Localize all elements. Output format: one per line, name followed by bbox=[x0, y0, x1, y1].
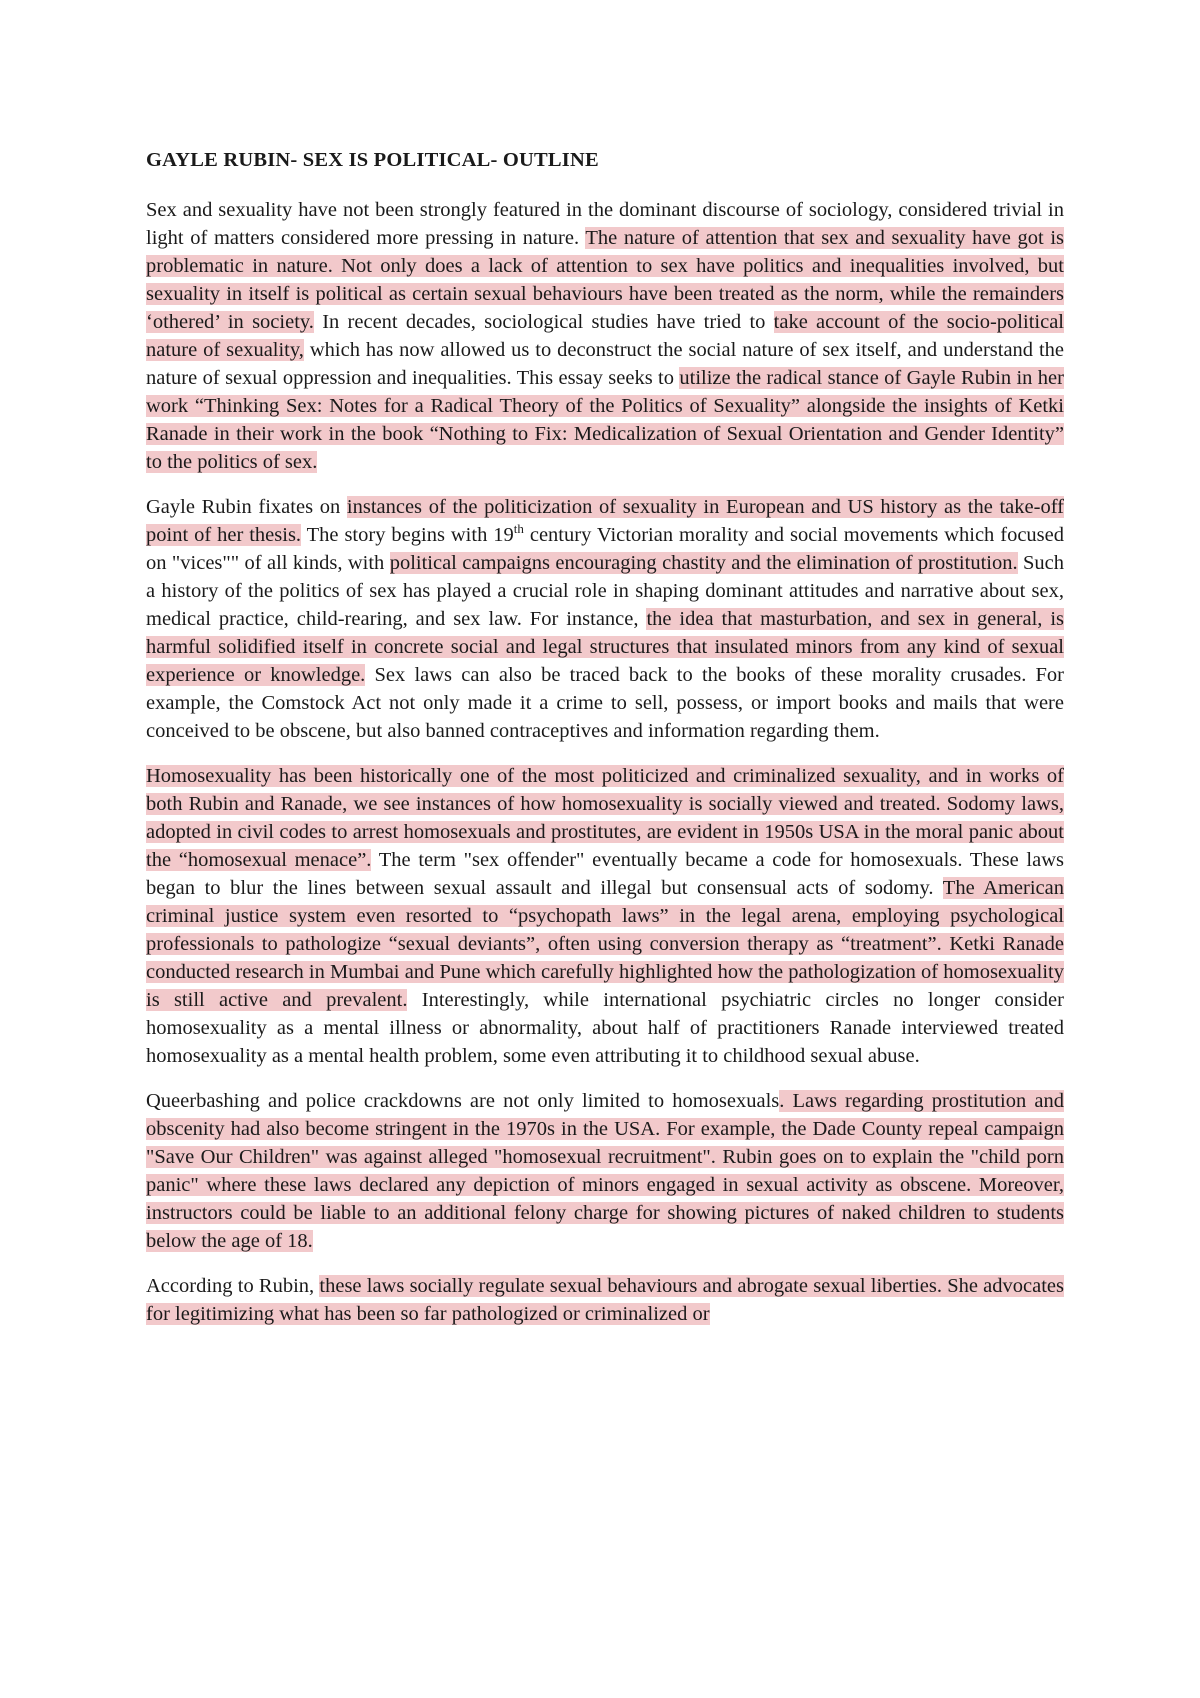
paragraph bbox=[146, 762, 1064, 1070]
text-segment: According to Rubin, bbox=[146, 1275, 320, 1297]
text-segment: which has now allowed us to deconstruct the social nature of sex itself, and understand the nature of sexual oppression and inequalities. This essay seeks to bbox=[146, 339, 1065, 389]
text-segment: th bbox=[513, 521, 524, 537]
text-segment: century Victorian morality and social movements which focused on "vices"" of all kinds, with bbox=[146, 524, 1065, 574]
paragraph-list bbox=[146, 196, 1064, 1328]
highlighted-text: Homosexuality has been historically one of the most politicized and criminalized sexuality, and in works of both Rubin and Ranade, we see instances of how homosexuality is socially viewed and treated. Sodomy laws, adopted in civil codes to arrest homosexuals and prostitutes, are evident in 1950s USA in the moral panic about the “homosexual menace”. bbox=[146, 765, 1064, 871]
text-segment: The story begins with 19 bbox=[301, 524, 514, 546]
paragraph bbox=[146, 1272, 1064, 1328]
text-segment: In recent decades, sociological studies have tried to bbox=[313, 311, 774, 333]
paragraph bbox=[146, 196, 1064, 476]
highlighted-text: these laws socially regulate sexual behaviours and abrogate sexual liberties. She advocates for legitimizing what has been so far pathologized or criminalized or bbox=[146, 1275, 1064, 1325]
text-segment: Such a history of the politics of sex has played a crucial role in shaping dominant attitudes and narrative about sex, medical practice, child-rearing, and sex law. For instance, bbox=[146, 552, 1064, 630]
text-segment: The term "sex offender" eventually became a code for homosexuals. These laws began to blur the lines between sexual assault and illegal but consensual acts of sodomy. bbox=[146, 849, 1065, 899]
highlighted-text: . Laws regarding prostitution and obscenity had also become stringent in the 1970s in the USA. For example, the Dade County repeal campaign "Save Our Children" was against alleged "homosexual recruitment". Rubin goes on to explain the "child porn panic" where these laws declared any depiction of minors engaged in sexual activity as obscene. Moreover, instructors could be liable to an additional felony charge for showing pictures of naked children to students below the age of 18. bbox=[146, 1090, 1064, 1252]
highlighted-text: The nature of attention that sex and sexuality have got is problematic in nature. Not only does a lack of attention to sex have politics and inequalities involved, but sexuality in itself is political as certain sexual behaviours have been treated as the norm, while the remainders ‘othered’ in society. bbox=[146, 227, 1064, 333]
highlighted-text: utilize the radical stance of Gayle Rubin in her work “Thinking Sex: Notes for a Radical Theory of the Politics of Sexuality” alongside the insights of Ketki Ranade in their work in the book “Nothing to Fix: Medicalization of Sexual Orientation and Gender Identity” to the politics of sex. bbox=[146, 367, 1064, 473]
text-segment: Interestingly, while international psychiatric circles no longer consider homosexuality as a mental illness or abnormality, about half of practitioners Ranade interviewed treated homosexuality as a mental health problem, some even attributing it to childhood sexual abuse. bbox=[146, 989, 1064, 1067]
document-body bbox=[146, 146, 1064, 1345]
highlighted-text: instances of the politicization of sexuality in European and US history as the take-off point of her thesis. bbox=[146, 496, 1064, 546]
text-segment: Gayle Rubin fixates on bbox=[146, 496, 347, 518]
document-title: GAYLE RUBIN- SEX IS POLITICAL- OUTLINE bbox=[146, 149, 599, 171]
text-segment: Sex laws can also be traced back to the books of these morality crusades. For example, the Comstock Act not only made it a crime to sell, possess, or import books and mails that were conceived to be obscene, but also banned contraceptives and information regarding them. bbox=[146, 664, 1064, 742]
text-segment: Queerbashing and police crackdowns are not only limited to homosexuals bbox=[146, 1090, 780, 1112]
highlighted-text: political campaigns encouraging chastity and the elimination of prostitution. bbox=[389, 552, 1018, 574]
paragraph bbox=[146, 493, 1064, 745]
highlighted-text: take account of the socio-political nature of sexuality, bbox=[146, 311, 1064, 361]
highlighted-text: The American criminal justice system even resorted to “psychopath laws” in the legal arena, employing psychological professionals to pathologize “sexual deviants”, often using conversion therapy as “treatment”. Ketki Ranade conducted research in Mumbai and Pune which carefully highlighted how the pathologization of homosexuality is still active and prevalent. bbox=[146, 877, 1064, 1011]
paragraph bbox=[146, 1087, 1064, 1255]
highlighted-text: the idea that masturbation, and sex in general, is harmful solidified itself in concrete social and legal structures that insulated minors from any kind of sexual experience or knowledge. bbox=[146, 608, 1064, 686]
text-segment: Sex and sexuality have not been strongly featured in the dominant discourse of sociology, considered trivial in light of matters considered more pressing in nature. bbox=[146, 199, 1064, 249]
